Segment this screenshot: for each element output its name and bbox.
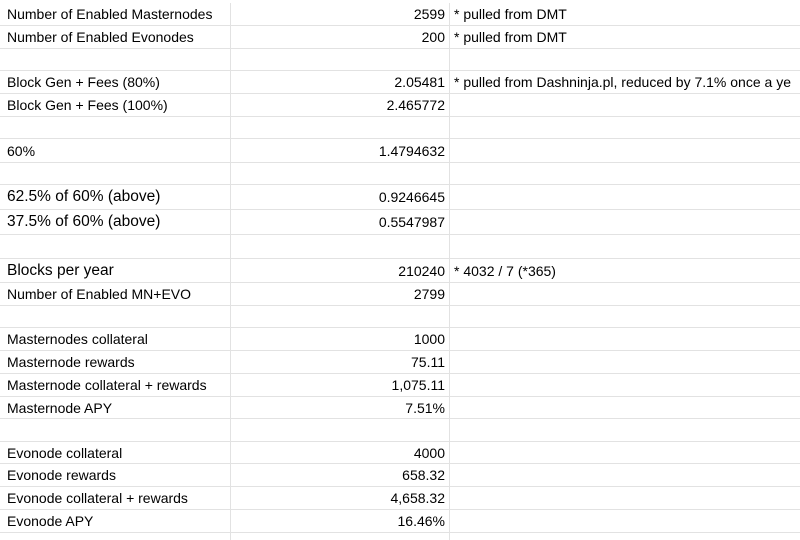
note-cell[interactable]: * pulled from Dashninja.pl, reduced by 7.1% once a ye <box>454 74 791 90</box>
note-cell[interactable] <box>450 487 800 509</box>
note-cell[interactable] <box>450 117 800 138</box>
sheet-row <box>0 259 800 283</box>
value-cell[interactable]: 4,658.32 <box>231 487 450 509</box>
label-cell[interactable]: Block Gen + Fees (80%) <box>0 71 231 93</box>
label-cell[interactable] <box>0 306 231 327</box>
sheet-row <box>0 71 800 94</box>
value-cell[interactable]: 2.465772 <box>231 94 450 116</box>
note-cell[interactable] <box>450 328 800 350</box>
label-cell[interactable]: Block Gen + Fees (100%) <box>0 94 231 116</box>
sheet-row <box>0 235 800 259</box>
sheet-row <box>0 49 800 71</box>
note-cell[interactable] <box>450 185 800 209</box>
sheet-row <box>0 210 800 235</box>
label-cell[interactable]: Evonode collateral + rewards <box>0 487 231 509</box>
note-cell[interactable] <box>450 94 800 116</box>
note-cell[interactable] <box>450 139 800 162</box>
note-cell[interactable] <box>450 533 800 540</box>
sheet-row <box>0 185 800 210</box>
sheet-row <box>0 442 800 464</box>
sheet-row <box>0 139 800 163</box>
value-cell[interactable]: 0.9246645 <box>231 185 450 209</box>
label-cell[interactable]: Evonode collateral <box>0 442 231 463</box>
label-cell[interactable]: Number of Enabled Evonodes <box>0 26 231 48</box>
note-cell[interactable]: * pulled from DMT <box>454 29 567 45</box>
note-cell[interactable] <box>450 374 800 396</box>
value-cell[interactable]: 1000 <box>231 328 450 350</box>
label-cell[interactable]: 62.5% of 60% (above) <box>0 185 231 209</box>
value-cell[interactable] <box>231 419 450 441</box>
note-cell[interactable] <box>450 306 800 327</box>
label-cell[interactable]: Masternodes collateral <box>0 328 231 350</box>
value-cell[interactable] <box>231 235 450 258</box>
note-cell[interactable]: * pulled from DMT <box>454 6 567 22</box>
note-cell[interactable] <box>450 235 800 258</box>
note-cell[interactable] <box>450 163 800 184</box>
note-cell[interactable] <box>450 351 800 373</box>
note-cell[interactable] <box>450 397 800 418</box>
sheet-row <box>0 397 800 419</box>
label-cell[interactable]: Evonode APY <box>0 510 231 532</box>
note-cell[interactable] <box>450 283 800 305</box>
value-cell[interactable] <box>231 533 450 540</box>
sheet-row <box>0 3 800 26</box>
sheet-row <box>0 328 800 351</box>
label-cell[interactable]: 37.5% of 60% (above) <box>0 210 231 234</box>
label-cell[interactable]: Number of Enabled Masternodes <box>0 3 231 25</box>
value-cell[interactable] <box>231 306 450 327</box>
label-cell[interactable] <box>0 235 231 258</box>
label-cell[interactable] <box>0 117 231 138</box>
label-cell[interactable]: Evonode rewards <box>0 464 231 486</box>
value-cell[interactable]: 1,075.11 <box>231 374 450 396</box>
note-cell[interactable] <box>450 510 800 532</box>
sheet-row <box>0 487 800 510</box>
note-cell[interactable] <box>450 210 800 234</box>
note-cell[interactable] <box>450 49 800 70</box>
sheet-row <box>0 419 800 442</box>
note-cell[interactable] <box>450 442 800 463</box>
note-cell[interactable] <box>450 419 800 441</box>
value-cell[interactable]: 2799 <box>231 283 450 305</box>
label-cell[interactable]: Blocks per year <box>0 259 231 282</box>
sheet-row <box>0 163 800 185</box>
label-cell[interactable] <box>0 419 231 441</box>
value-cell[interactable]: 2599 <box>231 3 450 25</box>
label-cell[interactable]: Masternode collateral + rewards <box>0 374 231 396</box>
value-cell[interactable]: 75.11 <box>231 351 450 373</box>
sheet-row <box>0 464 800 487</box>
value-cell[interactable]: 200 <box>231 26 450 48</box>
label-cell[interactable]: Masternode rewards <box>0 351 231 373</box>
sheet-row <box>0 510 800 533</box>
value-cell[interactable]: 0.5547987 <box>231 210 450 234</box>
label-cell[interactable] <box>0 49 231 70</box>
label-cell[interactable] <box>0 533 231 540</box>
sheet-row <box>0 94 800 117</box>
value-cell[interactable] <box>231 163 450 184</box>
value-cell[interactable]: 2.05481 <box>231 71 450 93</box>
label-cell[interactable]: Masternode APY <box>0 397 231 418</box>
sheet-row <box>0 117 800 139</box>
note-cell[interactable] <box>450 464 800 486</box>
value-cell[interactable] <box>231 49 450 70</box>
sheet-row <box>0 26 800 49</box>
value-cell[interactable]: 4000 <box>231 442 450 463</box>
sheet-row <box>0 306 800 328</box>
value-cell[interactable]: 1.4794632 <box>231 139 450 162</box>
sheet-row <box>0 533 800 540</box>
value-cell[interactable] <box>231 117 450 138</box>
sheet-row <box>0 283 800 306</box>
sheet-row <box>0 351 800 374</box>
label-cell[interactable]: Number of Enabled MN+EVO <box>0 283 231 305</box>
value-cell[interactable]: 16.46% <box>231 510 450 532</box>
note-cell[interactable]: * 4032 / 7 (*365) <box>454 262 556 279</box>
label-cell[interactable]: 60% <box>0 139 231 162</box>
value-cell[interactable]: 210240 <box>231 259 450 282</box>
value-cell[interactable]: 658.32 <box>231 464 450 486</box>
label-cell[interactable] <box>0 163 231 184</box>
sheet-row <box>0 374 800 397</box>
value-cell[interactable]: 7.51% <box>231 397 450 418</box>
